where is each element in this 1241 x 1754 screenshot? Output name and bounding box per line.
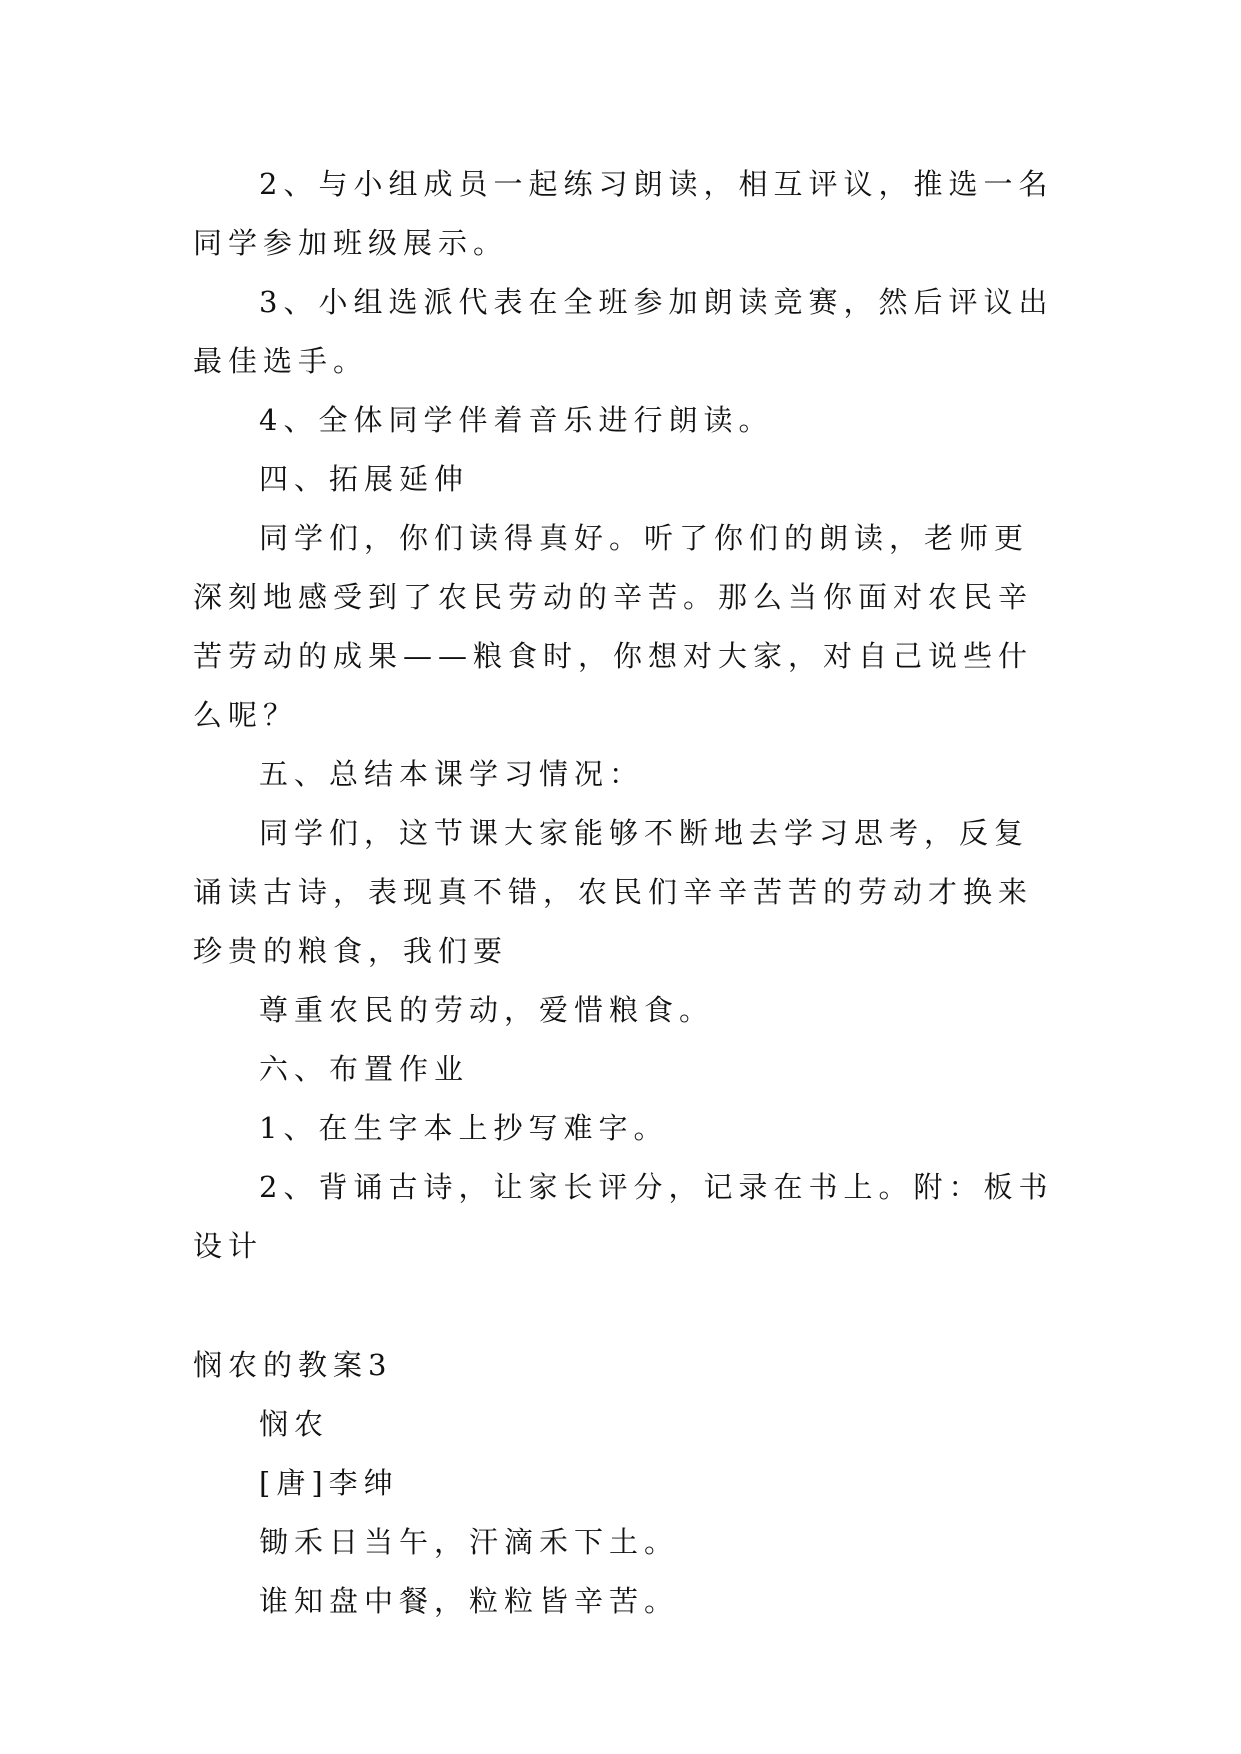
homework-item-2: 2、背诵古诗，让家长评分，记录在书上。附：板书设计 xyxy=(193,1170,1054,1263)
poem-line-1: 锄禾日当午，汗滴禾下土。 xyxy=(259,1525,680,1559)
section-gap xyxy=(193,1276,1055,1336)
section-heading: 悯农的教案3 xyxy=(193,1348,393,1382)
heading-homework: 六、布置作业 xyxy=(259,1052,470,1086)
paragraph-practice-reading: 2、与小组成员一起练习朗读，相互评议，推选一名同学参加班级展示。 xyxy=(193,167,1054,260)
paragraph-group-contest: 3、小组选派代表在全班参加朗读竞赛，然后评议出最佳选手。 xyxy=(193,285,1054,378)
homework-item-1: 1、在生字本上抄写难字。 xyxy=(259,1111,669,1145)
document-page xyxy=(193,155,1055,1631)
heading-extension: 四、拓展延伸 xyxy=(259,462,470,496)
heading-summary: 五、总结本课学习情况： xyxy=(259,757,645,791)
paragraph-extension-text: 同学们，你们读得真好。听了你们的朗读，老师更深刻地感受到了农民劳动的辛苦。那么当你面对农民辛苦劳动的成果——粮食时，你想对大家，对自己说些什么呢？ xyxy=(193,521,1034,732)
paragraph-summary-text: 同学们，这节课大家能够不断地去学习思考，反复诵读古诗，表现真不错，农民们辛辛苦苦的劳动才换来珍贵的粮食，我们要 xyxy=(193,816,1034,968)
poem-author: [唐]李绅 xyxy=(259,1466,399,1500)
poem-title: 悯农 xyxy=(259,1407,330,1441)
paragraph-respect-farmers: 尊重农民的劳动，爱惜粮食。 xyxy=(259,993,715,1027)
paragraph-class-reading: 4、全体同学伴着音乐进行朗读。 xyxy=(259,403,774,437)
poem-line-2: 谁知盘中餐，粒粒皆辛苦。 xyxy=(259,1584,680,1618)
